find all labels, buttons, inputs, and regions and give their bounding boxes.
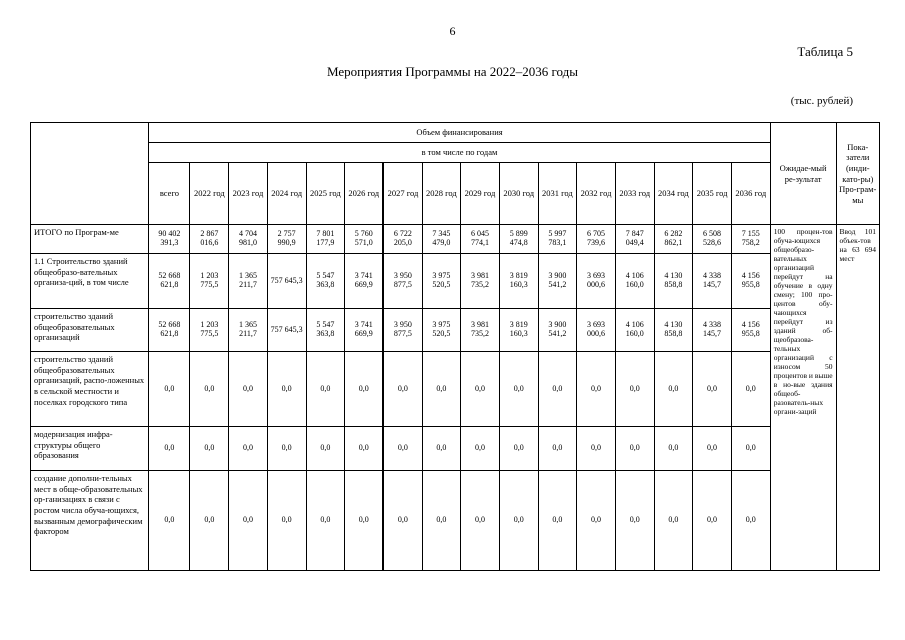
year-cell: 6 045 774,1	[461, 225, 500, 254]
year-header: 2027 год	[383, 163, 422, 225]
table-row	[31, 225, 880, 254]
year-cell: 0,0	[577, 471, 616, 571]
year-header: 2026 год	[345, 163, 384, 225]
year-cell: 7 801 177,9	[306, 225, 345, 254]
year-cell: 0,0	[693, 471, 732, 571]
year-cell: 6 705 739,6	[577, 225, 616, 254]
year-cell: 3 900 541,2	[538, 309, 577, 352]
year-cell: 1 203 775,5	[190, 309, 229, 352]
year-cell: 0,0	[190, 471, 229, 571]
year-header: 2023 год	[229, 163, 268, 225]
year-cell: 2 757 990,9	[267, 225, 306, 254]
year-cell: 0,0	[345, 471, 384, 571]
year-cell: 0,0	[615, 427, 654, 471]
year-cell: 0,0	[499, 427, 538, 471]
year-header: 2035 год	[693, 163, 732, 225]
year-cell: 0,0	[654, 471, 693, 571]
year-cell: 5 899 474,8	[499, 225, 538, 254]
year-cell: 0,0	[267, 471, 306, 571]
year-cell: 7 847 049,4	[615, 225, 654, 254]
year-cell: 757 645,3	[267, 254, 306, 309]
year-cell: 5 997 783,1	[538, 225, 577, 254]
year-cell: 0,0	[267, 427, 306, 471]
year-cell: 7 345 479,0	[422, 225, 461, 254]
year-cell: 4 338 145,7	[693, 254, 732, 309]
year-cell: 0,0	[731, 427, 770, 471]
document-title: Мероприятия Программы на 2022–2036 годы	[326, 64, 579, 79]
year-cell: 3 819 160,3	[499, 254, 538, 309]
year-cell: 4 156 955,8	[731, 309, 770, 352]
row-label: модернизация инфра-структуры общего образования	[31, 427, 149, 471]
activity-header-cell	[31, 123, 149, 225]
year-cell: 0,0	[693, 352, 732, 427]
row-label: строительство зданий общеобразовательных организаций, распо-ложенных в сельской местности и поселках городского типа	[31, 352, 149, 427]
year-cell: 0,0	[731, 471, 770, 571]
expected-result-header: Ожидае-мый ре-зультат	[770, 123, 836, 225]
year-cell: 4 338 145,7	[693, 309, 732, 352]
year-cell: 757 645,3	[267, 309, 306, 352]
year-cell: 3 693 000,6	[577, 309, 616, 352]
year-cell: 0,0	[461, 471, 500, 571]
year-cell: 4 156 955,8	[731, 254, 770, 309]
year-cell: 6 282 862,1	[654, 225, 693, 254]
year-cell: 0,0	[577, 427, 616, 471]
year-cell: 3 819 160,3	[499, 309, 538, 352]
year-cell: 0,0	[190, 352, 229, 427]
page-number: 6	[449, 24, 456, 38]
year-cell: 3 693 000,6	[577, 254, 616, 309]
year-cell: 0,0	[615, 352, 654, 427]
row-label: строительство зданий общеобразовательных организаций	[31, 309, 149, 352]
year-cell: 0,0	[267, 352, 306, 427]
year-cell: 0,0	[693, 427, 732, 471]
year-header: 2033 год	[615, 163, 654, 225]
year-cell: 4 130 858,8	[654, 254, 693, 309]
year-cell: 0,0	[306, 471, 345, 571]
year-cell: 0,0	[383, 352, 422, 427]
year-cell: 3 741 669,9	[345, 254, 384, 309]
year-header: 2030 год	[499, 163, 538, 225]
year-cell: 0,0	[461, 352, 500, 427]
year-cell: 3 900 541,2	[538, 254, 577, 309]
year-cell: 0,0	[229, 427, 268, 471]
year-cell: 0,0	[383, 471, 422, 571]
total-cell: 0,0	[149, 427, 190, 471]
indicators-header: Пока-затели (инди-като-ры) Про-грам-мы	[836, 123, 879, 225]
total-cell: 0,0	[149, 471, 190, 571]
table-number: Таблица 5	[797, 44, 853, 59]
year-header: 2032 год	[577, 163, 616, 225]
program-activities-table	[30, 122, 880, 571]
table-row	[31, 254, 880, 309]
year-header: 2022 год	[190, 163, 229, 225]
total-cell: 90 402 391,3	[149, 225, 190, 254]
indicator-cell: Ввод 101 объек-тов на 63 694 мест	[836, 225, 879, 571]
year-header: 2029 год	[461, 163, 500, 225]
year-cell: 6 508 528,6	[693, 225, 732, 254]
year-cell: 3 981 735,2	[461, 254, 500, 309]
year-cell: 4 106 160,0	[615, 254, 654, 309]
total-header: всего	[149, 163, 190, 225]
year-cell: 3 981 735,2	[461, 309, 500, 352]
units-note: (тыс. рублей)	[790, 95, 853, 107]
year-cell: 0,0	[306, 427, 345, 471]
year-cell: 0,0	[422, 352, 461, 427]
row-label: ИТОГО по Програм-ме	[31, 225, 149, 254]
year-cell: 0,0	[306, 352, 345, 427]
year-cell: 4 130 858,8	[654, 309, 693, 352]
table-row	[31, 471, 880, 571]
year-cell: 0,0	[345, 352, 384, 427]
year-cell: 0,0	[654, 352, 693, 427]
year-cell: 1 365 211,7	[229, 254, 268, 309]
table-row	[31, 309, 880, 352]
year-cell: 0,0	[731, 352, 770, 427]
year-cell: 0,0	[499, 471, 538, 571]
year-cell: 2 867 016,6	[190, 225, 229, 254]
year-cell: 0,0	[229, 471, 268, 571]
year-cell: 0,0	[577, 352, 616, 427]
year-cell: 3 950 877,5	[383, 309, 422, 352]
year-cell: 0,0	[422, 427, 461, 471]
year-cell: 0,0	[615, 471, 654, 571]
year-cell: 5 547 363,8	[306, 254, 345, 309]
year-header: 2024 год	[267, 163, 306, 225]
year-cell: 6 722 205,0	[383, 225, 422, 254]
by-years-header: в том числе по годам	[149, 143, 770, 163]
year-cell: 4 106 160,0	[615, 309, 654, 352]
year-cell: 0,0	[538, 352, 577, 427]
total-cell: 52 668 621,8	[149, 254, 190, 309]
year-header: 2031 год	[538, 163, 577, 225]
year-header: 2025 год	[306, 163, 345, 225]
year-header: 2028 год	[422, 163, 461, 225]
year-cell: 7 155 758,2	[731, 225, 770, 254]
year-cell: 3 975 520,5	[422, 309, 461, 352]
year-cell: 1 203 775,5	[190, 254, 229, 309]
year-cell: 5 760 571,0	[345, 225, 384, 254]
total-cell: 0,0	[149, 352, 190, 427]
year-cell: 3 741 669,9	[345, 309, 384, 352]
year-cell: 1 365 211,7	[229, 309, 268, 352]
year-cell: 3 975 520,5	[422, 254, 461, 309]
year-cell: 0,0	[383, 427, 422, 471]
year-cell: 4 704 981,0	[229, 225, 268, 254]
year-cell: 5 547 363,8	[306, 309, 345, 352]
year-cell: 0,0	[538, 427, 577, 471]
year-header: 2036 год	[731, 163, 770, 225]
year-cell: 0,0	[229, 352, 268, 427]
year-header: 2034 год	[654, 163, 693, 225]
year-cell: 0,0	[654, 427, 693, 471]
expected-result-cell: 100 процен-тов обуча-ющихся общеобразо-вательных организаций перейдут на обучение в одну смену; 100 про-центов обу-чающихся перейдут из зданий об-щеобразова-тельных организаций с износом 50 процентов и выше в но-вые здания общеоб-разователь-ных органи-заций	[770, 225, 836, 571]
year-cell: 0,0	[461, 427, 500, 471]
year-cell: 0,0	[538, 471, 577, 571]
year-cell: 0,0	[190, 427, 229, 471]
year-cell: 0,0	[422, 471, 461, 571]
funding-header: Объем финансирования	[149, 123, 770, 143]
table-row	[31, 427, 880, 471]
table-row	[31, 352, 880, 427]
year-cell: 0,0	[499, 352, 538, 427]
year-cell: 0,0	[345, 427, 384, 471]
year-cell: 3 950 877,5	[383, 254, 422, 309]
row-label: создание дополни-тельных мест в обще-образовательных ор-ганизациях в связи с ростом числа обуча-ющихся, вызванным демографическим фактором	[31, 471, 149, 571]
row-label: 1.1 Строительство зданий общеобразо-вательных организа-ций, в том числе	[31, 254, 149, 309]
total-cell: 52 668 621,8	[149, 309, 190, 352]
